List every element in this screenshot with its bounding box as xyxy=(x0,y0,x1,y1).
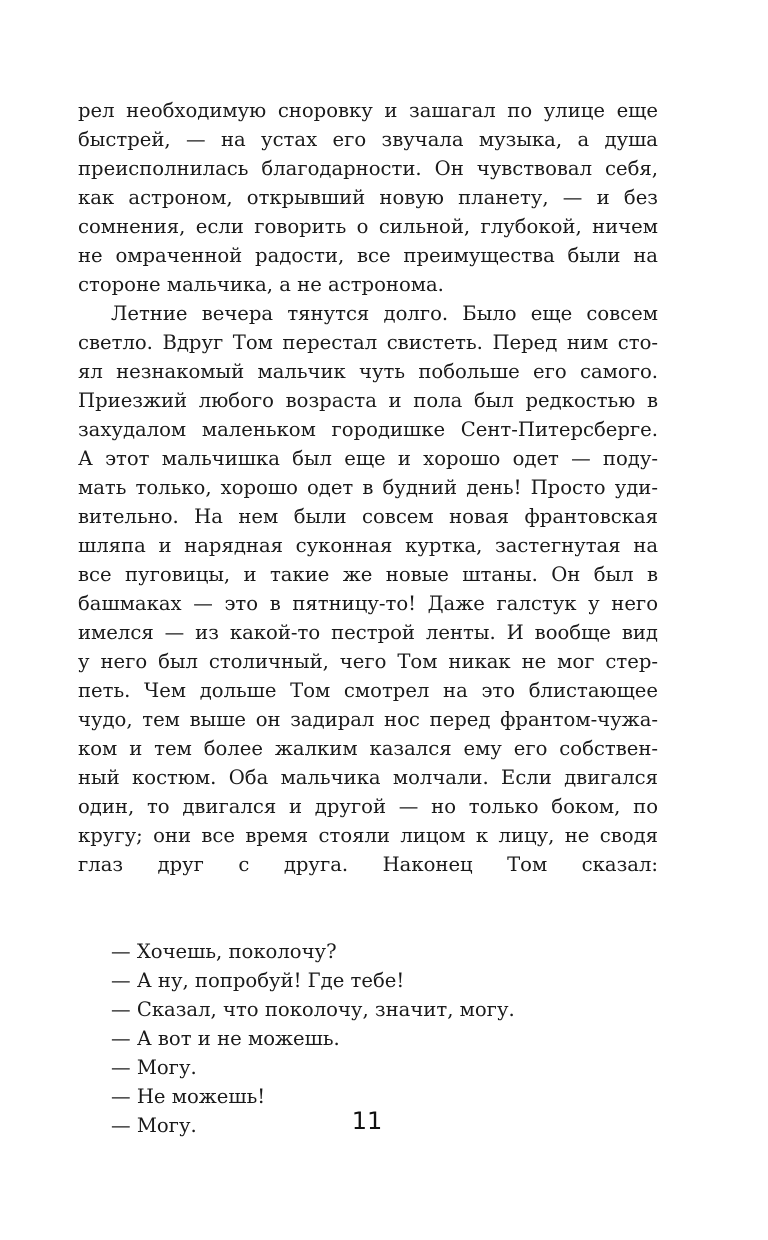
text-line: А этот мальчишка был еще и хорошо одет — поду- xyxy=(78,447,658,470)
text-line: ком и тем более жалким казался ему его собствен- xyxy=(78,737,658,760)
text-line: кругу; они все время стояли лицом к лицу, не сводя xyxy=(78,824,658,847)
text-line: один, то двигался и другой — но только боком, по xyxy=(78,795,658,818)
text-line: чудо, тем выше он задирал нос перед франтом-чужа- xyxy=(78,708,658,731)
text-line: у него был столичный, чего Том никак не мог стер- xyxy=(78,650,658,673)
paragraph-2 xyxy=(78,299,658,937)
dialogue-line-3 xyxy=(78,995,658,1024)
text-line xyxy=(78,908,658,937)
text-line: не омраченной радости, все преимущества были на xyxy=(78,244,658,267)
text-line: захудалом маленьком городишке Сент-Питерсберге. xyxy=(78,418,658,441)
text-line: — А вот и не можешь. xyxy=(111,1027,340,1050)
text-line: вительно. На нем были совсем новая франтовская xyxy=(78,505,658,528)
page-number: 11 xyxy=(351,1107,383,1135)
text-line: петь. Чем дольше Том смотрел на это блистающее xyxy=(78,679,658,702)
text-line: — А ну, попробуй! Где тебе! xyxy=(111,969,405,992)
text-line xyxy=(78,879,658,908)
text-line: имелся — из какой-то пестрой ленты. И вообще вид xyxy=(78,621,658,644)
dialogue-line-1 xyxy=(78,937,658,966)
dialogue-line-2 xyxy=(78,966,658,995)
text-line: — Хочешь, поколочу? xyxy=(111,940,337,963)
text-line: светло. Вдруг Том перестал свистеть. Перед ним сто- xyxy=(78,331,658,354)
text-line: — Могу. xyxy=(111,1114,197,1137)
body-text xyxy=(78,96,658,1140)
text-line: башмаках — это в пятницу-то! Даже галстук у него xyxy=(78,592,658,615)
paragraph-1 xyxy=(78,96,658,299)
text-line: все пуговицы, и такие же новые штаны. Он был в xyxy=(78,563,658,586)
text-line: быстрей, — на устах его звучала музыка, а душа xyxy=(78,128,658,151)
text-line: как астроном, открывший новую планету, — и без xyxy=(78,186,658,209)
text-line: Летние вечера тянутся долго. Было еще совсем xyxy=(111,302,658,325)
text-line: Приезжий любого возраста и пола был редкостью в xyxy=(78,389,658,412)
text-line: глаз друг с друга. Наконец Том сказал: xyxy=(78,853,658,876)
text-line: — Могу. xyxy=(111,1056,197,1079)
text-line: мать только, хорошо одет в будний день! Просто уди- xyxy=(78,476,658,499)
text-line: шляпа и нарядная суконная куртка, застегнутая на xyxy=(78,534,658,557)
text-line: стороне мальчика, а не астронома. xyxy=(78,273,444,296)
dialogue-line-4 xyxy=(78,1024,658,1053)
text-line: — Не можешь! xyxy=(111,1085,266,1108)
text-line: ный костюм. Оба мальчика молчали. Если двигался xyxy=(78,766,658,789)
text-line: ял незнакомый мальчик чуть побольше его самого. xyxy=(78,360,658,383)
dialogue-line-5 xyxy=(78,1053,658,1082)
text-line: преисполнилась благодарности. Он чувствовал себя, xyxy=(78,157,658,180)
text-line: рел необходимую сноровку и зашагал по улице еще xyxy=(78,99,658,122)
text-line: — Сказал, что поколочу, значит, могу. xyxy=(111,998,515,1021)
text-line: сомнения, если говорить о сильной, глубокой, ничем xyxy=(78,215,658,238)
